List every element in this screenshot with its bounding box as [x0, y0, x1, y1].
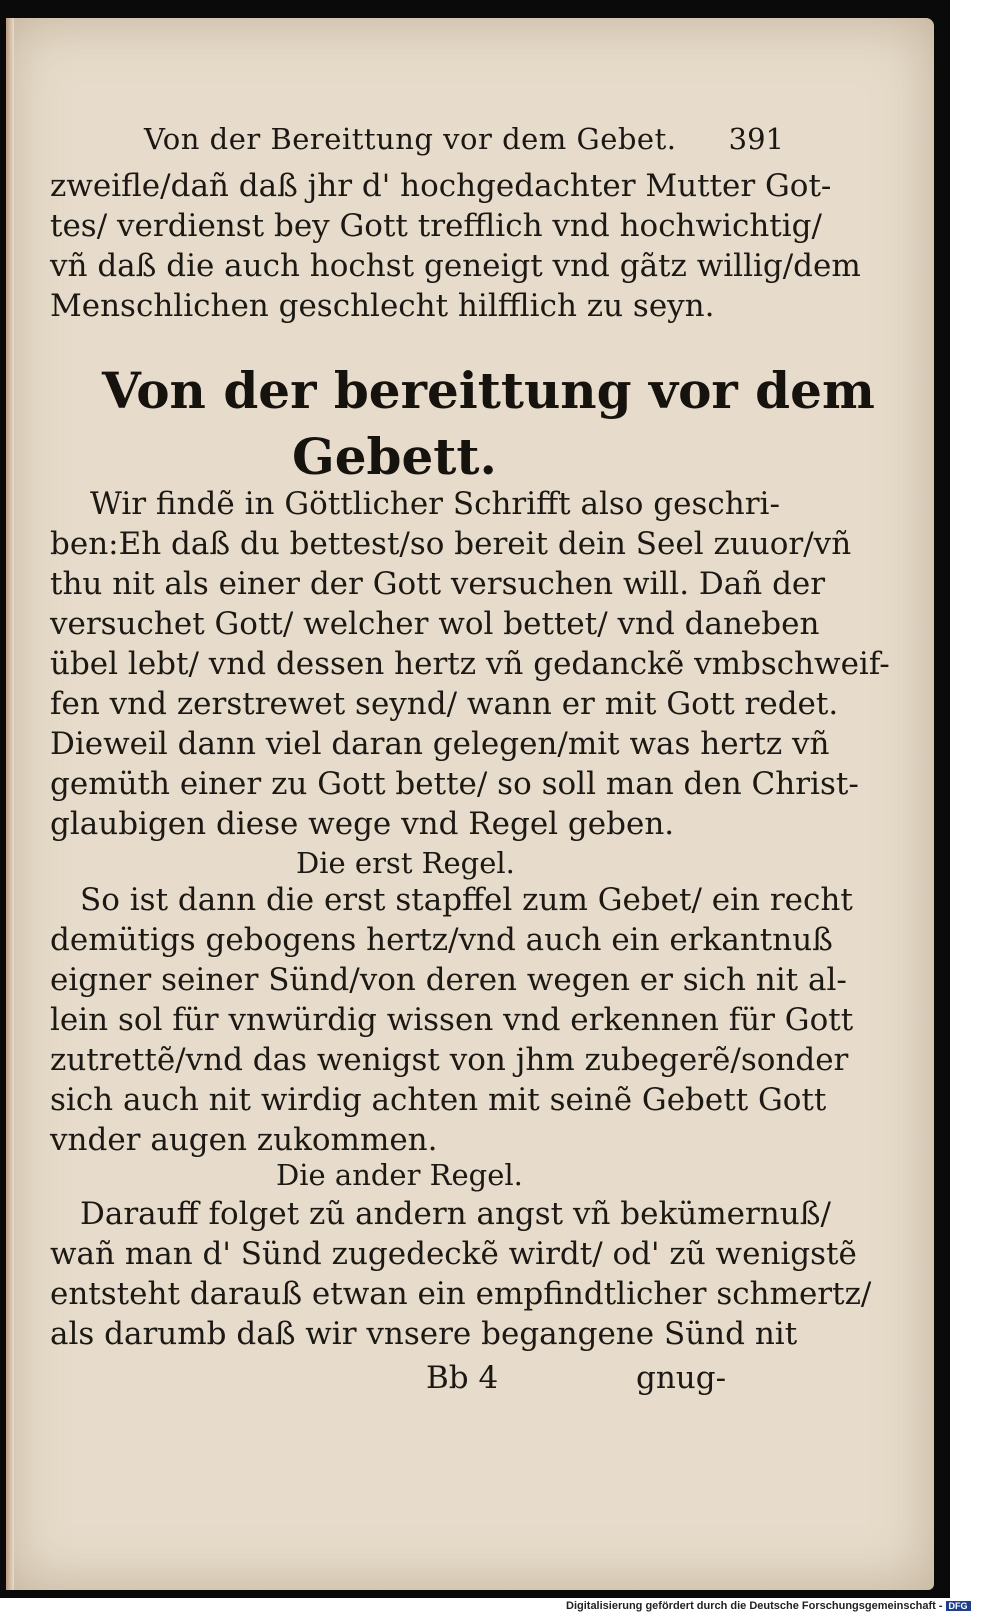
digitization-credit — [566, 1600, 971, 1612]
page-edge — [6, 18, 14, 1590]
chapter-title-line-2: Gebett. — [292, 427, 497, 486]
chapter-title-line-1: Von der bereittung vor dem — [102, 361, 875, 420]
text-line: wañ man d' Sünd zugedeckẽ wirdt/ od' zũ wenigstẽ — [50, 1236, 857, 1272]
text-line: ben:Eh daß du bettest/so bereit dein Seel zuuor/vñ — [50, 526, 852, 562]
text-line: vnder augen zukommen. — [50, 1122, 438, 1158]
text-line: sich auch nit wirdig achten mit seinẽ Gebett Gott — [50, 1082, 827, 1118]
text-line: fen vnd zerstrewet seynd/ wann er mit Gott redet. — [50, 686, 839, 722]
page-number: 391 — [728, 122, 784, 156]
text-line: lein sol für vnwürdig wissen vnd erkennen für Gott — [50, 1002, 854, 1038]
text-line: thu nit als einer der Gott versuchen will. Dañ der — [50, 566, 826, 602]
text-line: übel lebt/ vnd dessen hertz vñ gedanckẽ vmbschweif- — [50, 646, 890, 682]
text-line: zutrettẽ/vnd das wenigst von jhm zubegerẽ/sonder — [50, 1042, 849, 1078]
text-line: eigner seiner Sünd/von deren wegen er sich nit al- — [50, 962, 847, 998]
rule-2-heading: Die ander Regel. — [276, 1158, 523, 1192]
running-head: Von der Bereittung vor dem Gebet. — [144, 122, 677, 156]
text-line: Dieweil dann viel daran gelegen/mit was hertz vñ — [50, 726, 830, 762]
book-page — [6, 18, 934, 1590]
page-header — [144, 122, 784, 166]
signature-line — [6, 1360, 766, 1400]
credit-text: Digitalisierung gefördert durch die Deutsche Forschungsgemeinschaft - — [566, 1600, 943, 1612]
text-line: gemüth einer zu Gott bette/ so soll man den Christ- — [50, 766, 859, 802]
catchword: gnug- — [636, 1360, 727, 1396]
text-line: zweifle/dañ daß jhr d' hochgedachter Mutter Got- — [50, 168, 832, 204]
text-line: als darumb daß wir vnsere begangene Sünd nit — [50, 1316, 798, 1352]
text-line: glaubigen diese wege vnd Regel geben. — [50, 806, 675, 842]
rule-1-heading: Die erst Regel. — [296, 846, 515, 880]
text-line: So ist dann die erst stapffel zum Gebet/ ein recht — [80, 882, 853, 918]
text-line: tes/ verdienst bey Gott trefflich vnd hochwichtig/ — [50, 208, 822, 244]
text-line: versuchet Gott/ welcher wol bettet/ vnd daneben — [50, 606, 820, 642]
text-line: Darauff folget zũ andern angst vñ bekümernuß/ — [80, 1196, 831, 1232]
text-line: entsteht darauß etwan ein empfindtlicher schmertz/ — [50, 1276, 872, 1312]
text-line: Wir findẽ in Göttlicher Schrifft also geschri- — [90, 486, 780, 522]
signature-mark: Bb 4 — [426, 1360, 499, 1396]
dfg-logo: DFG — [946, 1601, 971, 1611]
text-line: vñ daß die auch hochst geneigt vnd gãtz willig/dem — [50, 248, 861, 284]
text-line: Menschlichen geschlecht hilfflich zu seyn. — [50, 288, 715, 324]
text-line: demütigs gebogens hertz/vnd auch ein erkantnuß — [50, 922, 833, 958]
